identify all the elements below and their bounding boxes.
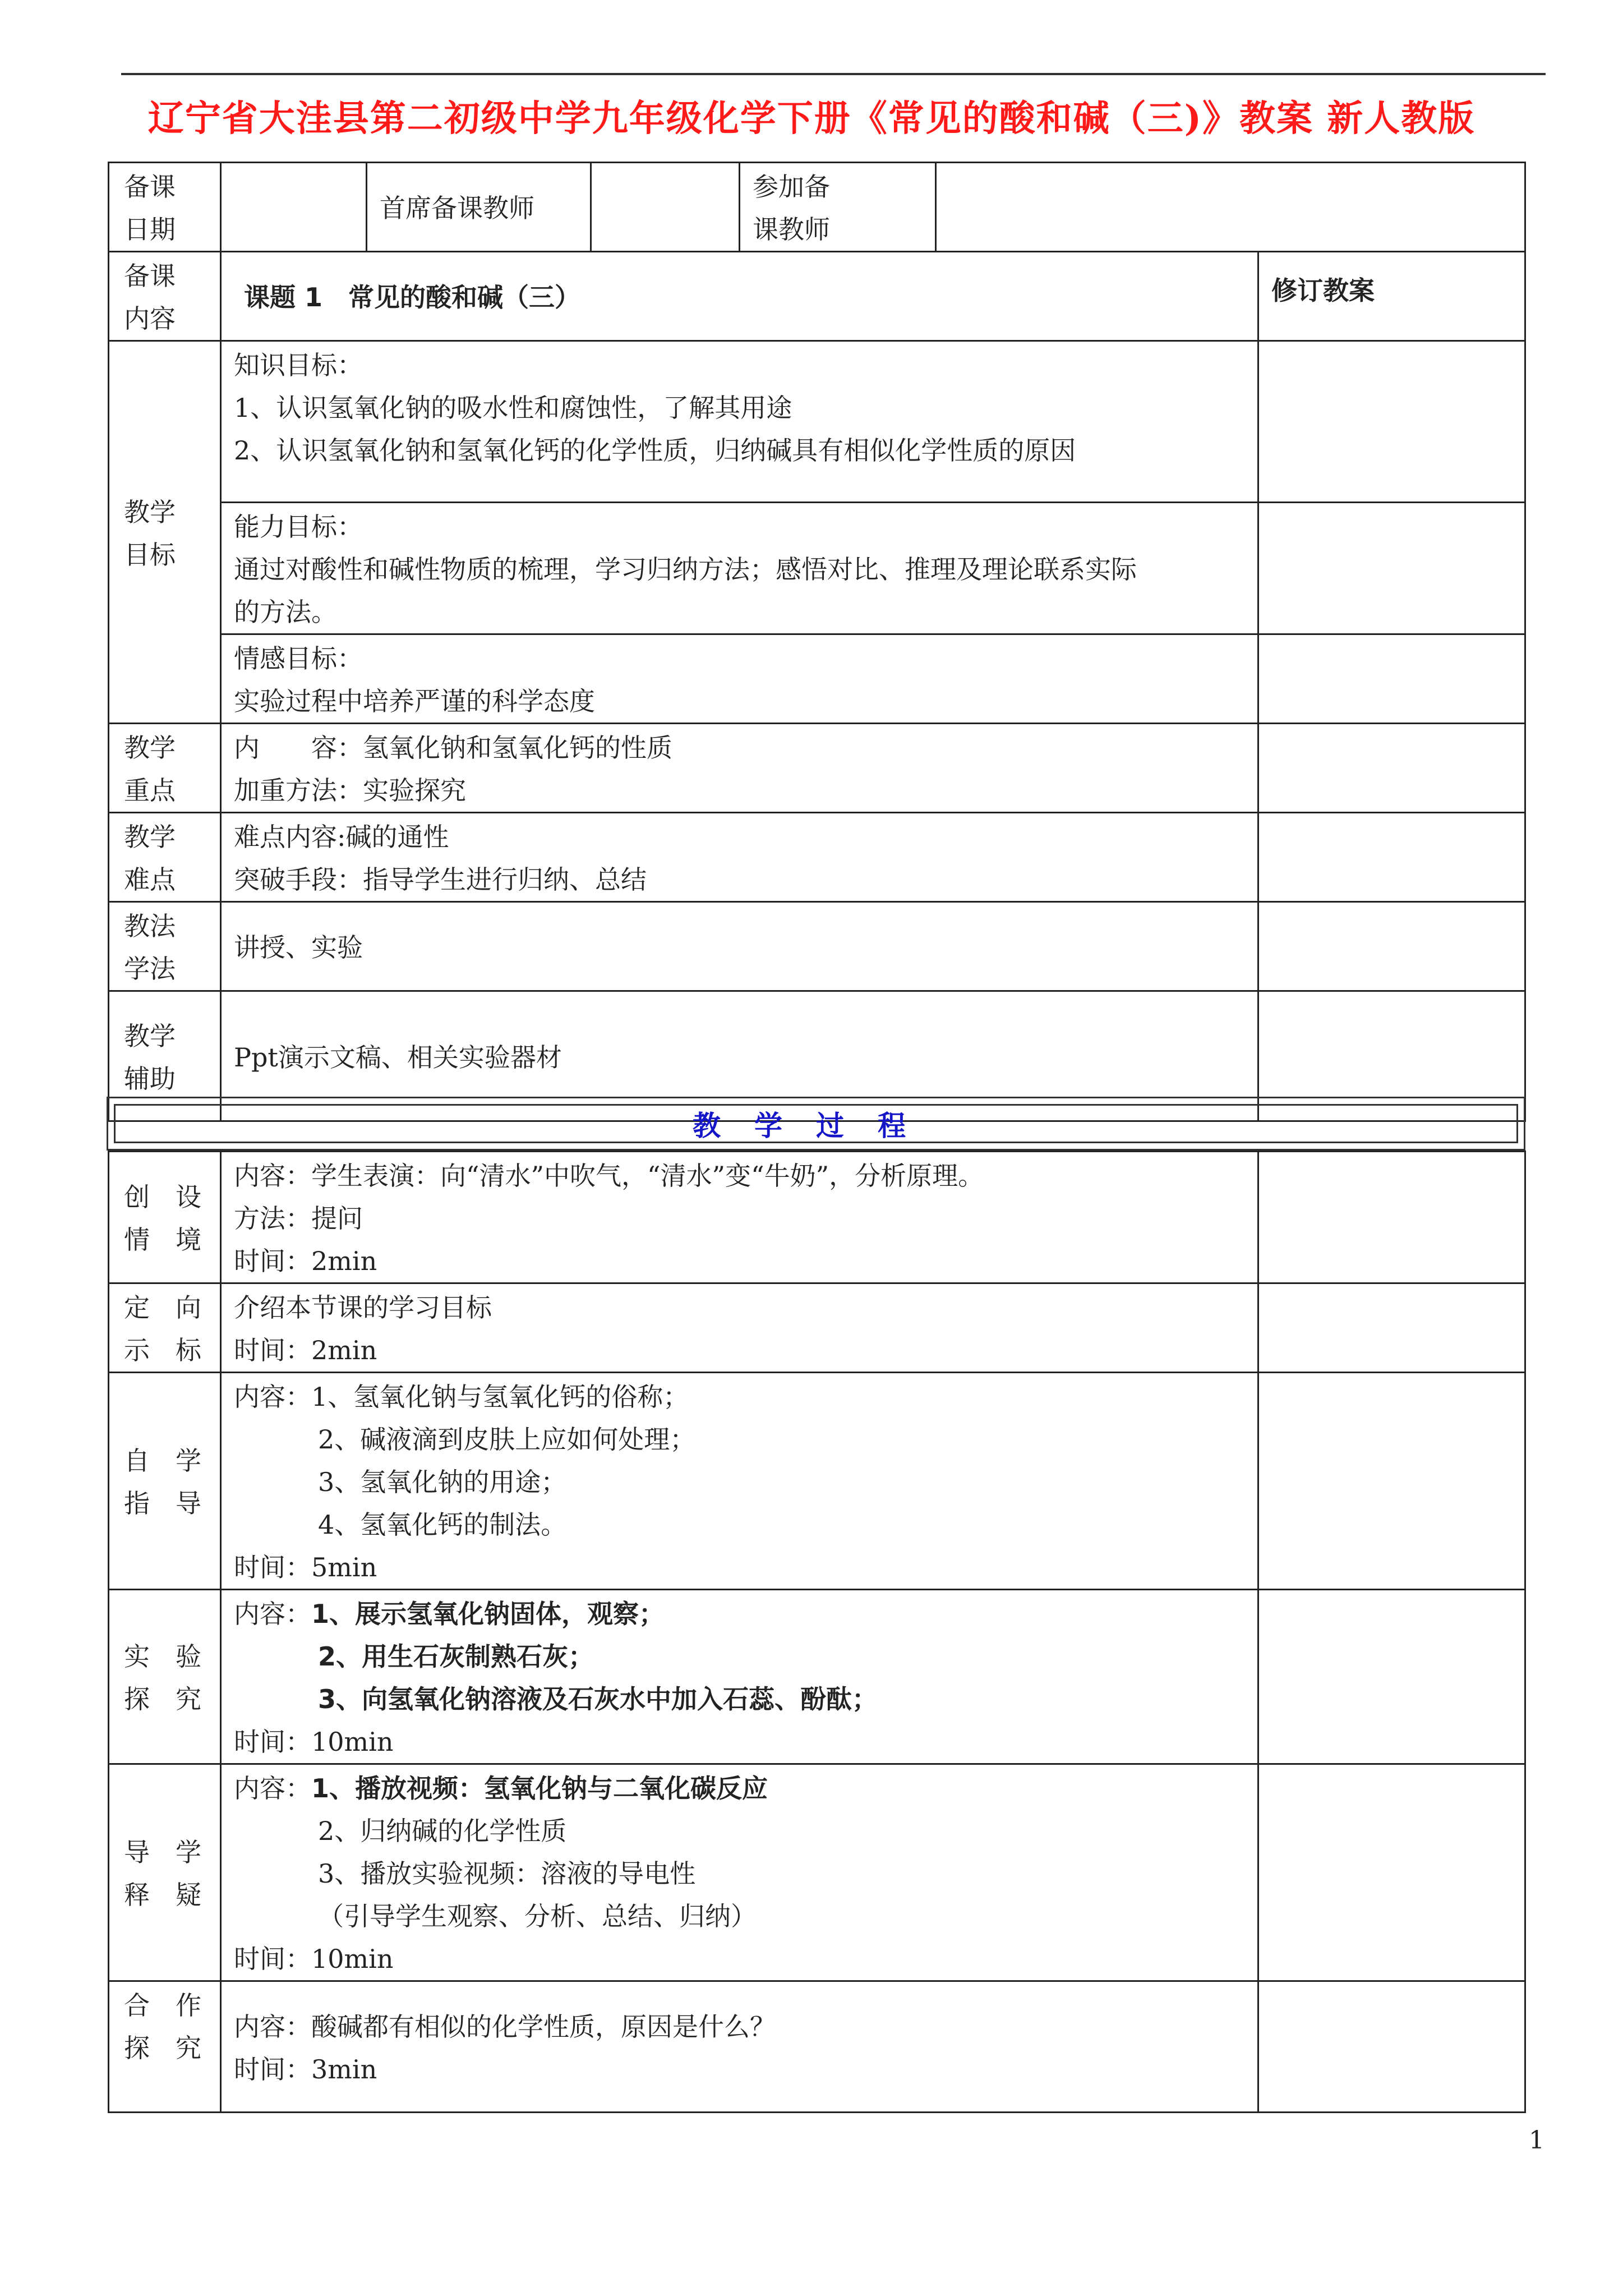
process-row: 创 设 情 境 内容：学生表演：向“清水”中吹气，“清水”变“牛奶”，分析原理。 方法：提问 时间：2min [109, 1152, 1525, 1283]
goals-knowledge-row: 教学 目标 知识目标： 1、认识氢氧化钠的吸水性和腐蚀性，了解其用途 2、认识氢氧化钠和氢氧化钙的化学性质，归纳碱具有相似化学性质的原因 [109, 341, 1525, 503]
teaching-process-title: 教学过程 [693, 1109, 939, 1142]
page-number: 1 [1529, 2126, 1544, 2155]
teaching-process-banner [107, 1097, 1525, 1151]
revision-cell[interactable] [1258, 1152, 1525, 1283]
lead-teacher-value[interactable] [591, 163, 740, 252]
revision-cell[interactable] [1258, 813, 1525, 902]
aids-row: 教学 辅助 Ppt演示文稿、相关实验器材 [109, 991, 1525, 1121]
top-rule [121, 73, 1546, 75]
revision-cell[interactable] [1258, 724, 1525, 813]
lesson-info-table [108, 162, 1526, 1122]
document-title: 辽宁省大洼县第二初级中学九年级化学下册《常见的酸和碱（三)》教案 新人教版 [147, 98, 1476, 140]
methods-row: 教法 学法 讲授、实验 [109, 902, 1525, 991]
goals-label: 教学 [124, 496, 176, 527]
revision-cell[interactable] [1258, 902, 1525, 991]
revision-cell[interactable] [1258, 1590, 1525, 1764]
participants-value[interactable] [936, 163, 1525, 252]
revision-cell[interactable] [1258, 503, 1525, 634]
process-row: 导 学 释 疑 内容：1、播放视频：氢氧化钠与二氧化碳反应 2、归纳碱的化学性质 3、播放实验视频：溶液的导电性 （引导学生观察、分析、总结、归纳） 时间：10min [109, 1764, 1525, 1981]
process-row: 自 学 指 导 内容：1、氢氧化钠与氢氧化钙的俗称； 2、碱液滴到皮肤上应如何处理； 3、氢氧化钠的用途； 4、氢氧化钙的制法。 时间：5min [109, 1373, 1525, 1590]
lead-teacher-label: 首席备课教师 [367, 163, 591, 252]
prep-date-label: 备课 [124, 172, 176, 202]
revision-cell[interactable] [1258, 634, 1525, 724]
revision-cell[interactable] [1258, 1764, 1525, 1981]
difficulties-row: 教学 难点 难点内容:碱的通性 突破手段：指导学生进行归纳、总结 [109, 813, 1525, 902]
topic-title: 课题 1 常见的酸和碱（三） [221, 252, 1258, 341]
prep-date-value[interactable] [221, 163, 367, 252]
goals-ability-row: 能力目标： 通过对酸性和碱性物质的梳理，学习归纳方法；感悟对比、推理及理论联系实际 的方法。 [109, 503, 1525, 634]
revision-cell[interactable] [1258, 1981, 1525, 2113]
header-row: 备课 日期 首席备课教师 参加备 课教师 [109, 163, 1525, 252]
teaching-process-table [108, 1151, 1526, 2113]
revision-cell[interactable] [1258, 1283, 1525, 1373]
revision-cell[interactable] [1258, 341, 1525, 503]
revision-header: 修订教案 [1258, 252, 1525, 341]
content-row: 备课 内容 课题 1 常见的酸和碱（三） 修订教案 [109, 252, 1525, 341]
process-row: 定 向 示 标 介绍本节课的学习目标 时间：2min [109, 1283, 1525, 1373]
goals-emotion-row: 情感目标： 实验过程中培养严谨的科学态度 [109, 634, 1525, 724]
process-row: 实 验 探 究 内容：1、展示氢氧化钠固体，观察； 2、用生石灰制熟石灰； 3、向氢氧化钠溶液及石灰水中加入石蕊、酚酞； 时间：10min [109, 1590, 1525, 1764]
revision-cell[interactable] [1258, 1373, 1525, 1590]
key-points-row: 教学 重点 内 容：氢氧化钠和氢氧化钙的性质 加重方法：实验探究 [109, 724, 1525, 813]
participants-label: 参加备 [753, 172, 830, 202]
process-row: 合 作 探 究 内容：酸碱都有相似的化学性质，原因是什么？ 时间：3min [109, 1981, 1525, 2113]
